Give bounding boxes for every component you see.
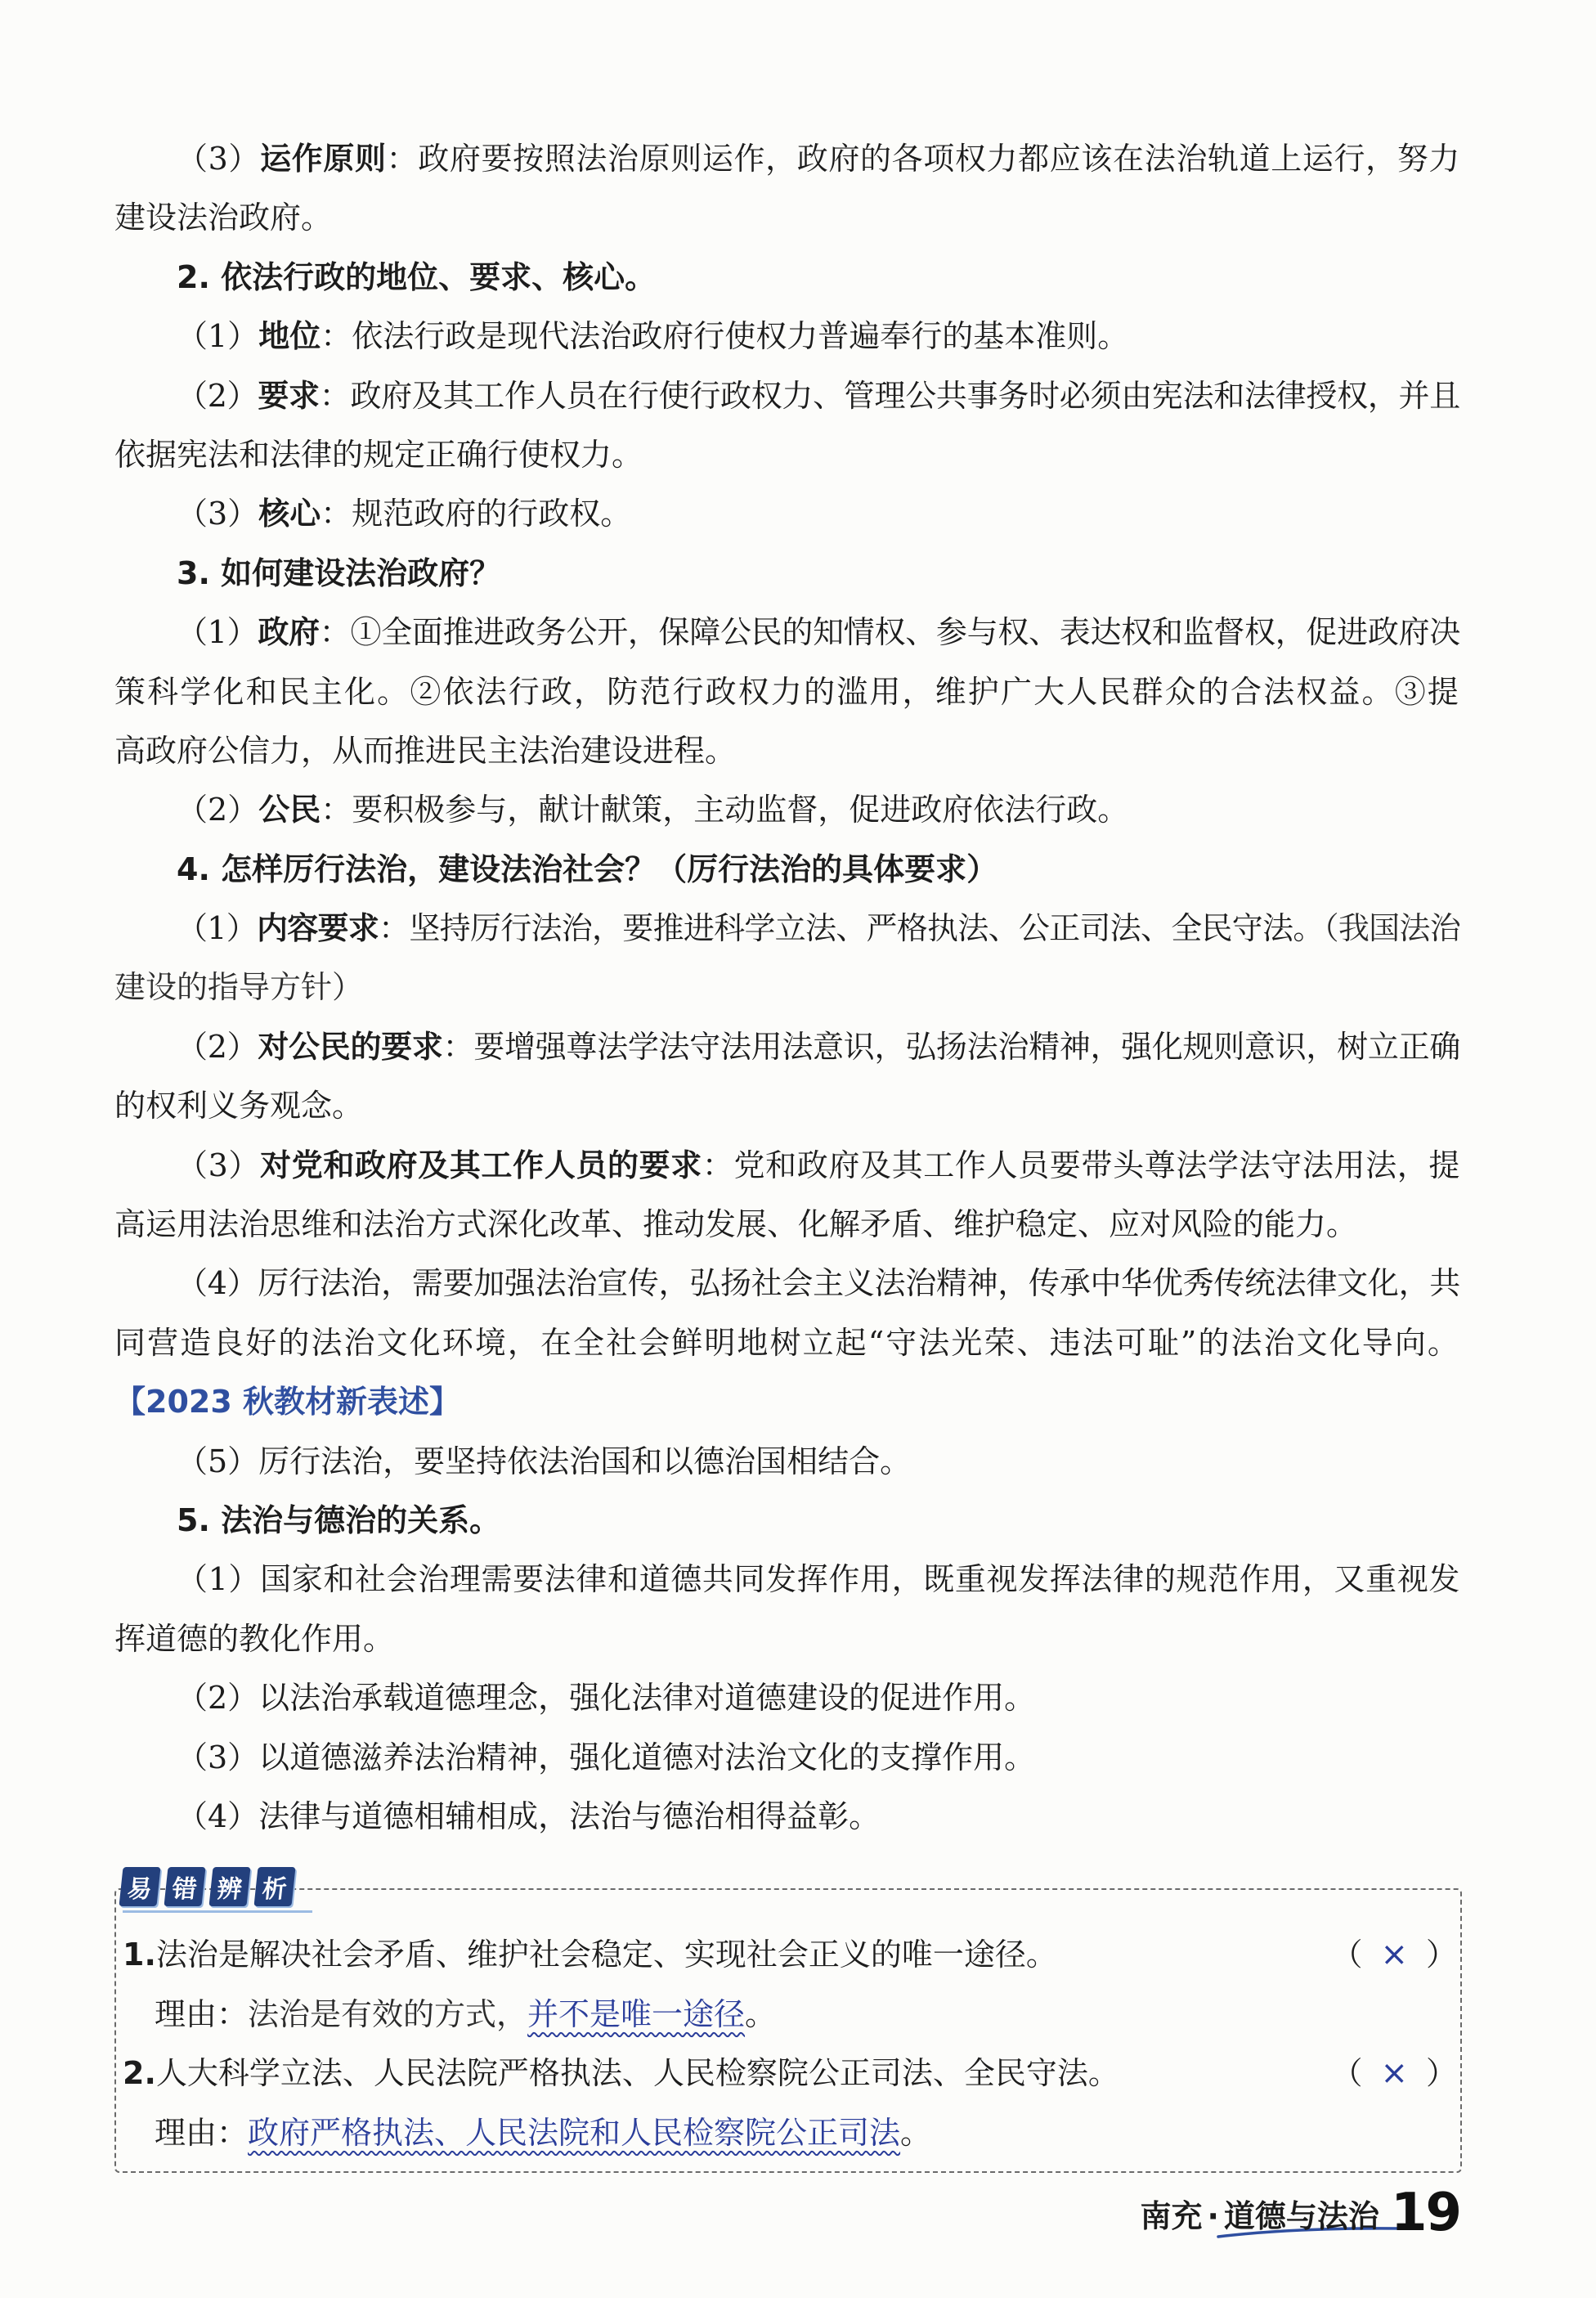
keyword: 对公民的要求: [258, 1028, 443, 1065]
answer-mark: [1331, 2044, 1457, 2103]
reason-line: [116, 1985, 1460, 2044]
question-number: 2.: [123, 2055, 156, 2091]
line-text: ：依法行政是现代法治政府行使权力普遍奉行的基本准则。: [321, 318, 1129, 355]
item-number: （1）: [177, 614, 258, 651]
item-number: （3）: [177, 1147, 261, 1183]
line-text: 建设法治政府。: [114, 200, 333, 236]
label-tile: 辨: [208, 1867, 250, 1906]
text-line: [114, 1668, 1460, 1727]
footer-subject-name: 道德与法治: [1223, 2197, 1379, 2234]
footer-subject: [1140, 2191, 1379, 2236]
text-line: [114, 425, 1460, 484]
line-text: （5）厉行法治，要坚持依法治国和以德治国相结合。: [177, 1443, 912, 1479]
line-text: ：要增强尊法学法守法用法意识，弘扬法治精神，强化规则意识，树立正确: [442, 1028, 1460, 1065]
line-text: （1）国家和社会治理需要法律和道德共同发挥作用，既重视发挥法律的规范作用，又重视发: [177, 1561, 1460, 1598]
text-line: [114, 899, 1460, 958]
text-line: [114, 1728, 1460, 1787]
keyword: 内容要求: [257, 910, 379, 947]
handwritten-note: 建设的指导方针）: [114, 969, 364, 1006]
cross-mark-icon: ×: [1380, 2054, 1408, 2092]
line-text: 策科学化和民主化。②依法行政，防范行政权力的滥用，维护广大人民群众的合法权益。③提: [114, 673, 1460, 710]
item-number: （3）: [177, 141, 261, 177]
keyword: 运作原则: [260, 141, 387, 177]
text-line: [114, 1550, 1460, 1609]
line-text: （2）以法治承载道德理念，强化法律对道德建设的促进作用。: [177, 1680, 1036, 1717]
label-underline: [123, 1910, 312, 1913]
reason-label: 理由：: [155, 2114, 249, 2151]
heading-text: 3. 如何建设法治政府？: [177, 554, 501, 591]
text-line: [114, 1076, 1460, 1135]
paren-open: （: [1331, 1937, 1363, 1973]
section-heading: [114, 840, 1460, 899]
text-line: [114, 188, 1460, 247]
line-text: ：坚持厉行法治，要推进科学立法、严格执法、公正司法、全民守法。: [379, 910, 1324, 947]
question-line: [116, 2044, 1460, 2103]
new-edition-tag: [114, 1372, 1460, 1431]
reason-handwritten: 法治是有效的方式，: [248, 1995, 528, 2032]
text-line: [114, 307, 1460, 366]
text-line: [114, 1254, 1460, 1313]
cross-mark-icon: ×: [1380, 1936, 1408, 1973]
reason-label: 理由：: [155, 1995, 249, 2032]
error-analysis-label: [121, 1867, 294, 1910]
text-line: [114, 1787, 1460, 1846]
paren-close: ）: [1425, 2055, 1457, 2091]
keyword: 要求: [258, 377, 320, 414]
line-text: ：政府要按照法治原则运作，政府的各项权力都应该在法治轨道上运行，努力: [386, 141, 1460, 177]
line-text: （4）法律与道德相辅相成，法治与德治相得益彰。: [177, 1798, 881, 1834]
question-line: [116, 1925, 1460, 1985]
reason-line: [116, 2103, 1460, 2163]
label-tile: 易: [119, 1867, 160, 1906]
question-number: 1.: [123, 1937, 156, 1973]
paren-close: ）: [1425, 1937, 1457, 1973]
keyword: 政府: [258, 614, 320, 651]
line-text: （3）以道德滋养法治精神，强化道德对法治文化的支撑作用。: [177, 1739, 1036, 1775]
question-statement: 人大科学立法、人民法院严格执法、人民检察院公正司法、全民守法。: [155, 2055, 1119, 2091]
text-line: [114, 484, 1460, 543]
text-line: [114, 366, 1460, 425]
line-text: 高运用法治思维和法治方式深化改革、推动发展、化解矛盾、维护稳定、应对风险的能力。: [114, 1206, 1358, 1243]
section-heading: [114, 544, 1460, 603]
line-text: 依据宪法和法律的规定正确行使权力。: [114, 436, 643, 473]
text-line: [114, 780, 1460, 839]
section-heading: [114, 248, 1460, 307]
heading-text: 2. 依法行政的地位、要求、核心。: [177, 258, 657, 295]
item-number: （1）: [177, 318, 259, 355]
line-text: ：要积极参与，献计献策，主动监督，促进政府依法行政。: [321, 792, 1129, 828]
reason-end: 。: [900, 2114, 932, 2151]
line-text: 同营造良好的法治文化环境，在全社会鲜明地树立起“守法光荣、违法可耻”的法治文化导向。: [114, 1324, 1460, 1361]
answer-mark: [1331, 1925, 1457, 1985]
reason-answer: 政府严格执法、人民法院和人民检察院公正司法: [248, 2114, 901, 2151]
line-text: 挥道德的教化作用。: [114, 1620, 395, 1657]
item-number: （2）: [177, 1028, 258, 1065]
item-number: （1）: [177, 910, 257, 947]
text-line: [114, 1313, 1460, 1372]
keyword: 地位: [258, 318, 321, 355]
handwritten-note: （我国法治: [1323, 910, 1460, 947]
line-text: ：政府及其工作人员在行使行政权力、管理公共事务时必须由宪法和法律授权，并且: [319, 377, 1460, 414]
text-line: [114, 1017, 1460, 1076]
paren-open: （: [1331, 2055, 1363, 2091]
footer-region: 南充: [1140, 2197, 1203, 2234]
label-tile: 错: [164, 1867, 205, 1906]
tag-text: 【2023 秋教材新表述】: [114, 1384, 460, 1421]
text-line: [114, 603, 1460, 662]
section-heading: [114, 1491, 1460, 1550]
reason-end: 。: [745, 1995, 777, 2032]
text-line: [114, 1432, 1460, 1491]
text-line: [114, 1195, 1460, 1254]
page-number: 19: [1390, 2183, 1460, 2243]
text-line: [114, 1136, 1460, 1195]
item-number: （2）: [177, 377, 258, 414]
line-text: ：①全面推进政务公开，保障公民的知情权、参与权、表达权和监督权，促进政府决: [319, 614, 1460, 651]
error-analysis-box: [114, 1888, 1462, 2173]
reason-answer: 并不是唯一途径: [527, 1995, 746, 2032]
text-line: [114, 1609, 1460, 1668]
text-line: [114, 958, 1460, 1017]
line-text: 的权利义务观念。: [114, 1088, 364, 1124]
heading-text: 4. 怎样厉行法治，建设法治社会？（厉行法治的具体要求）: [177, 851, 998, 887]
line-text: （4）厉行法治，需要加强法治宣传，弘扬社会主义法治精神，传承中华优秀传统法律文化，共: [177, 1265, 1460, 1302]
keyword: 公民: [258, 792, 321, 828]
keyword: 核心: [258, 496, 321, 532]
text-line: [114, 129, 1460, 188]
item-number: （2）: [177, 792, 259, 828]
line-text: 高政府公信力，从而推进民主法治建设进程。: [114, 732, 737, 769]
keyword: 对党和政府及其工作人员的要求: [260, 1147, 702, 1183]
line-text: ：党和政府及其工作人员要带头尊法学法守法用法，提: [702, 1147, 1460, 1183]
heading-text: 5. 法治与德治的关系。: [177, 1501, 501, 1538]
main-text: [114, 129, 1460, 1846]
page-footer: [1140, 2179, 1460, 2247]
footer-separator: ·: [1207, 2197, 1219, 2234]
question-statement: 法治是解决社会矛盾、维护社会稳定、实现社会正义的唯一途径。: [155, 1937, 1057, 1973]
label-tile: 析: [253, 1867, 295, 1906]
line-text: ：规范政府的行政权。: [321, 496, 632, 532]
item-number: （3）: [177, 496, 259, 532]
text-line: [114, 662, 1460, 721]
text-line: [114, 721, 1460, 780]
